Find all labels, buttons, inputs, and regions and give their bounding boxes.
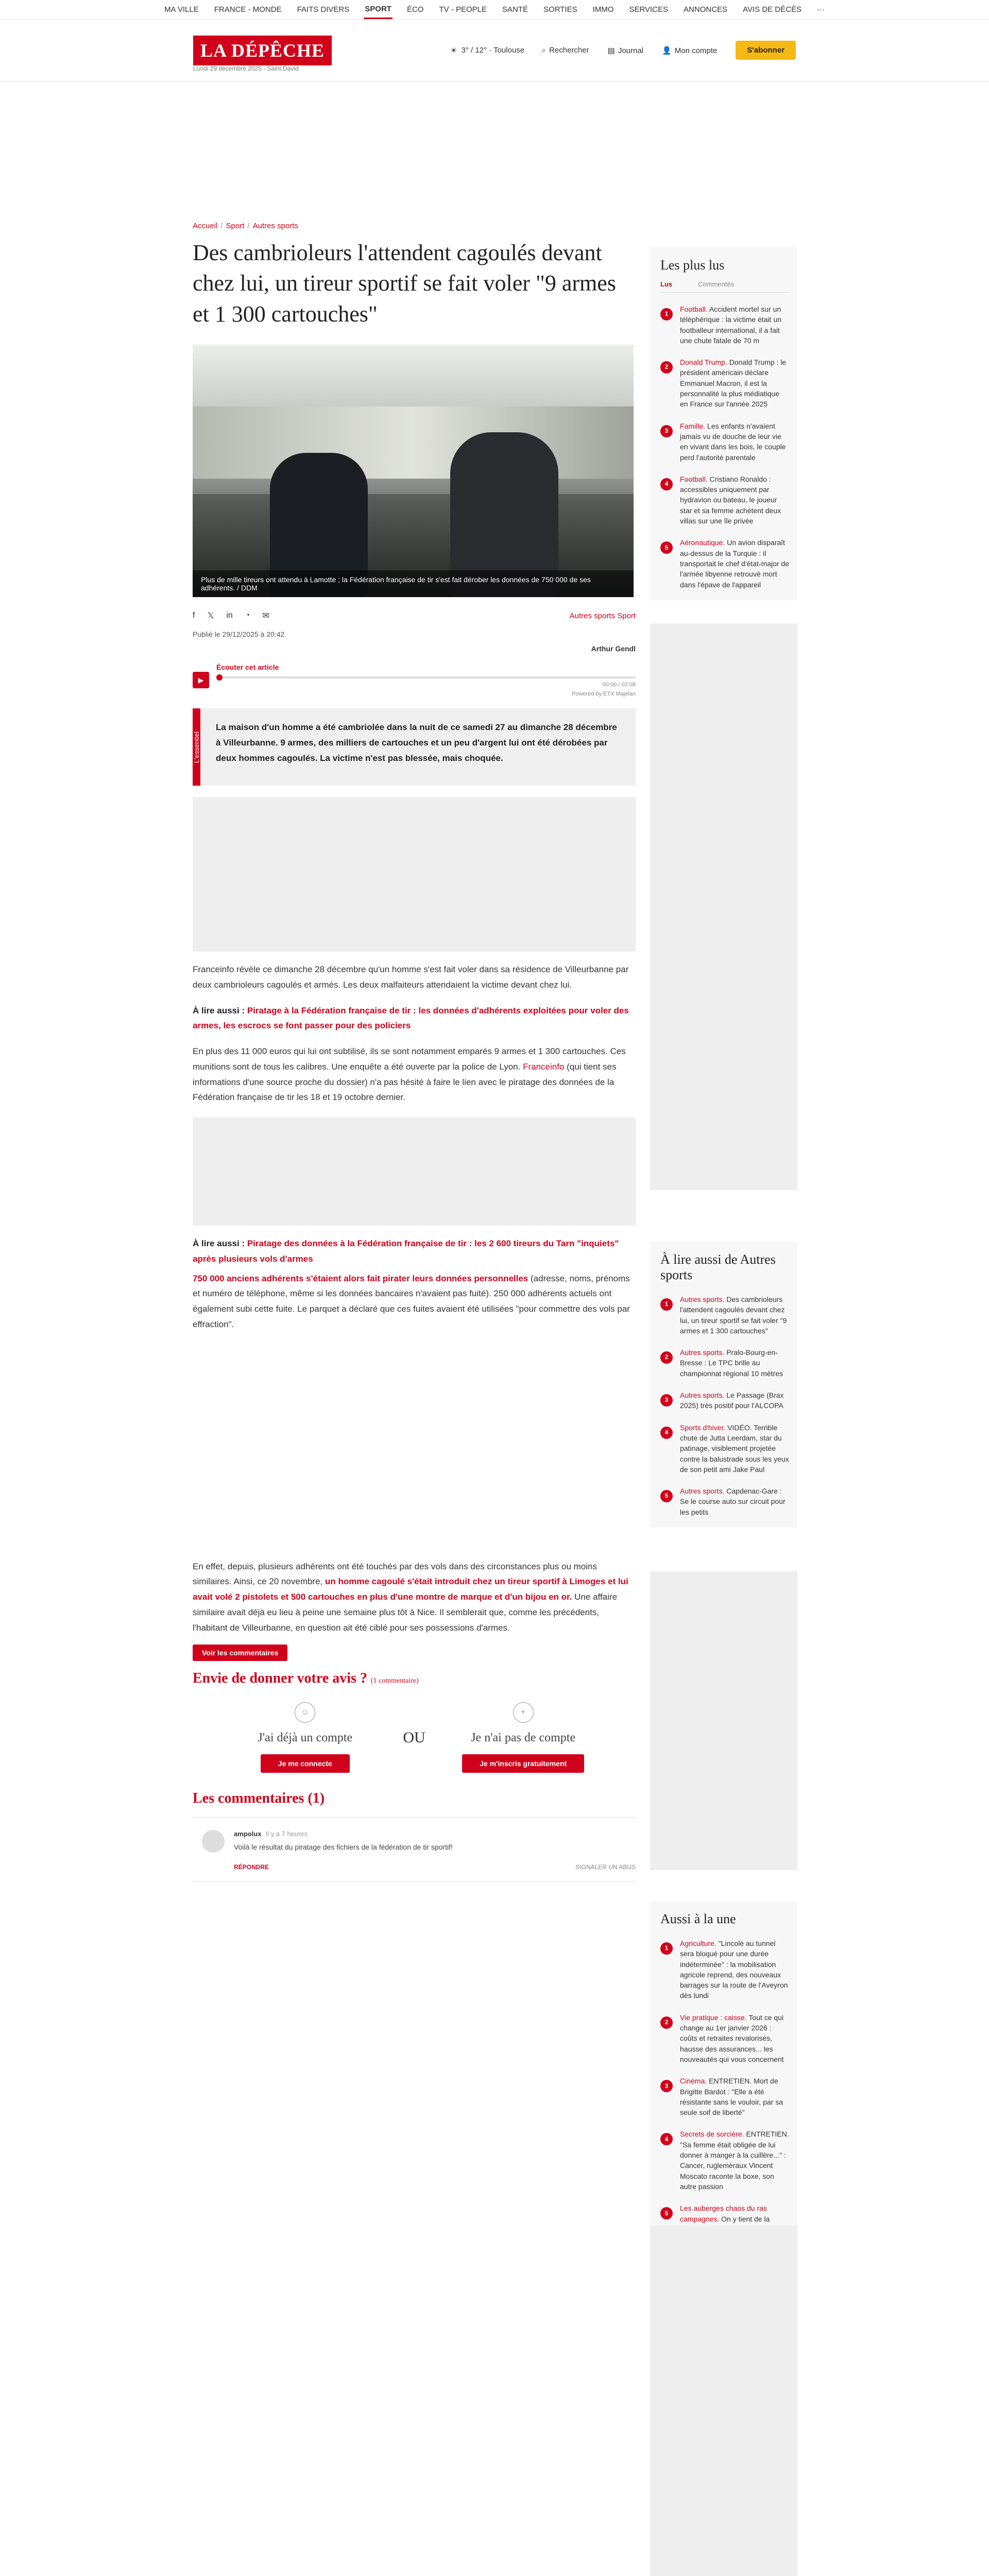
breadcrumb-home[interactable]: Accueil (193, 222, 218, 230)
paragraph-4-text: En effet, depuis, plusieurs adhérents ont été touchés par des vols dans des circonstances plus ou moins similaires. Ainsi, ce 20 novembre, (193, 1561, 597, 1587)
paragraph-2-text: En plus des 11 000 euros qui lui ont subtilisé, ils se sont notamment emparés 9 armes et 1 300 cartouches. Ces munitions sont de tous les calibres. Une enquête a été ouverte par la police de Lyon. (193, 1046, 626, 1072)
rank-badge: 1 (660, 1298, 673, 1311)
most-read-widget (650, 247, 797, 600)
list-item[interactable] (660, 1347, 789, 1379)
list-item[interactable] (660, 1422, 789, 1475)
paragraph-3-text: (adresse, noms, prénoms et numéro de téléphone, même si les données bancaires n'avaient pas fuité). 250 000 adhérents actuels ont également subi cette fuite. Le parquet a déclaré que ces fuites avaient été utilisées "pour commettre des vols par effraction". (193, 1273, 630, 1329)
nav-faits-divers[interactable]: FAITS DIVERS (297, 5, 350, 14)
rank-badge: 4 (660, 2133, 673, 2145)
item-category: Famille. (680, 421, 706, 430)
item-text: ENTRETIEN. Mort de Brigitte Bardot : "Elle a été résistante sans le vouloir, par sa seule soif de liberté" (680, 2077, 783, 2117)
x-icon[interactable]: 𝕏 (207, 612, 214, 621)
paragraph-4-link[interactable]: un homme cagoulé s'était introduit chez un tireur sportif à Limoges et lui avait volé 2 pistolets et 500 cartouches en plus d'une montre de marque et d'un bijou en or. (193, 1577, 628, 1602)
user-icon: 👤 (662, 46, 672, 55)
have-account-label: J'ai déjà un compte (258, 1731, 353, 1745)
subscribe-button[interactable]: S'abonner (736, 41, 796, 60)
comment-item (193, 1817, 636, 1882)
item-category: Autres sports. (680, 1295, 725, 1303)
comments-count: (1 commentaire) (370, 1677, 419, 1685)
weather-widget[interactable] (450, 46, 524, 55)
nav-sante[interactable]: SANTÉ (502, 5, 528, 14)
article-title: Des cambrioleurs l'attendent cagoulés devant chez lui, un tireur sportif se fait voler "9 armes et 1 300 cartouches" (193, 240, 616, 327)
share-bar (193, 611, 636, 621)
item-text: Accident mortel sur un téléphérique : la victime était un footballeur international, il a fait une chute fatale de 70 m (680, 305, 781, 345)
read-also-1[interactable] (193, 1003, 636, 1034)
publish-date: Publié le 29/12/2025 à 20:42 (193, 630, 285, 639)
item-category: Agriculture. (680, 1939, 717, 1947)
item-category: Vie pratique : caisse. (680, 2013, 747, 2022)
audio-powered: Powered by ETX Majelan (571, 691, 636, 698)
avatar (202, 1830, 225, 1853)
item-category: Autres sports. (680, 1391, 725, 1400)
nav-immo[interactable]: IMMO (592, 5, 614, 14)
list-item[interactable] (660, 1294, 789, 1336)
comments-list-title: Les commentaires (1) (193, 1790, 325, 1807)
most-read-title: Les plus lus (660, 258, 725, 273)
search-label: Rechercher (549, 46, 589, 55)
search-icon: ⌕ (541, 46, 547, 55)
list-item[interactable] (660, 1486, 789, 1517)
paragraph-2 (193, 1044, 636, 1105)
read-also-link[interactable]: Piratage à la Fédération française de tir : les données d'adhérents exploitées pour voler des armes, les escrocs se font passer pour des policiers (193, 1005, 629, 1031)
rank-badge: 2 (660, 361, 673, 374)
breadcrumb-autres-sports[interactable]: Autres sports (252, 222, 298, 230)
rank-badge: 4 (660, 478, 673, 490)
rank-badge: 1 (660, 308, 673, 320)
register-button[interactable]: Je m'inscris gratuitement (462, 1754, 584, 1773)
item-text: Pralo-Bourg-en-Bresse : Le TPC brille au championnat régional 10 mètres (680, 1348, 783, 1378)
item-category: Football. (680, 474, 708, 483)
ad-slot (193, 1117, 636, 1226)
item-text: Capdenac-Gare : Se le course auto sur circuit pour les petits (680, 1487, 786, 1516)
item-text: ENTRETIEN. "Sa femme était obligée de lui donner à manger à la cuillère..." : Cancer, ruglemèraux Vincent Moscato raconte la boxe, son autre passion (680, 2130, 789, 2191)
item-category: Donald Trump. (680, 358, 727, 367)
hero-caption: Plus de mille tireurs ont attendu à Lamotte ; la Fédération française de tir s'est fait dérober les données de 750 000 de ses adhérents. / DDM (193, 570, 634, 597)
ad-slot (193, 797, 636, 952)
nav-eco[interactable]: ÉCO (406, 5, 424, 14)
also-read-title: À lire aussi de Autres sports (660, 1252, 776, 1282)
comment-time: Il y a 7 heures (265, 1830, 308, 1838)
nav-tv-people[interactable]: TV - PEOPLE (439, 5, 487, 14)
ad-slot (650, 2226, 797, 2576)
linkedin-icon[interactable]: in (226, 611, 233, 620)
audio-player (193, 663, 636, 697)
nav-services[interactable]: SERVICES (629, 5, 669, 14)
read-also-link[interactable]: Piratage des données à la Fédération française de tir : les 2 600 tireurs du Tarn "inquiets" après plusieurs vols d'armes (193, 1239, 619, 1264)
item-text: Donald Trump : le président américain déclare Emmanuel Macron, il est la personnalité la plus médiatique en France sur l'année 2025 (680, 358, 787, 409)
reply-button[interactable]: RÉPONDRE (234, 1863, 269, 1871)
play-icon[interactable]: ▶ (193, 672, 209, 688)
comments-auth (193, 1702, 636, 1773)
list-item[interactable] (660, 474, 789, 526)
journal-button[interactable] (608, 46, 643, 55)
item-text: Tout ce qui change au 1er janvier 2026 : coûts et retraites revalorisés, hausse des assurances... les nouveautés qui vous concernent (680, 2013, 784, 2063)
essentiel-box (193, 708, 636, 786)
item-text: Cristiano Ronaldo : accessibles uniquement par hydravion ou bateau, le joueur star et sa femme achètent deux villas sur une île privée (680, 474, 781, 526)
comments-cta-title (193, 1670, 636, 1687)
or-separator: OU (403, 1728, 425, 1746)
item-text: VIDÉO. Terrible chute de Jutta Leerdam, star du patinage, visiblement projetée contre la balustrade sous les yeux de son petit ami Jake Paul (680, 1423, 789, 1473)
comment-user (234, 1830, 636, 1838)
account-label: Mon compte (674, 46, 718, 55)
audio-label: Écouter cet article (216, 663, 279, 672)
paragraph-3 (193, 1271, 636, 1332)
nav-france-monde[interactable]: FRANCE - MONDE (214, 5, 282, 14)
see-comments-button[interactable]: Voir les commentaires (193, 1645, 287, 1661)
item-category: Aéronautique. (680, 538, 725, 547)
item-category: Sports d'hiver. (680, 1423, 726, 1432)
rank-badge: 3 (660, 1394, 673, 1406)
list-item[interactable] (660, 1938, 789, 2001)
paragraph-4-text-end: Une affaire similaire avait déjà eu lieu à peine une semaine plus tôt à Nice. Il semblerait que, comme les précédents, l'habitant de Villeurbanne, en question ait été ciblé pour ses possessions d'armes. (193, 1592, 618, 1633)
rank-badge: 1 (660, 1942, 673, 1955)
rank-badge: 5 (660, 2207, 673, 2219)
list-item[interactable] (660, 304, 789, 346)
read-also-2[interactable] (193, 1236, 636, 1267)
item-text: Un avion disparaît au-dessus de la Turquie : il transportait le chef d'état-major de l'armée libyenne retrouvé mort dans l'épave de l'appareil (680, 538, 790, 589)
item-text: "Lincolé au tunnel sera bloqué pour une durée indéterminée" : la mobilisation agricole reprend, des nouveaux barrages sur la route de l'Aveyron dès lundi (680, 1939, 788, 2000)
breadcrumb-sport[interactable]: Sport (226, 222, 245, 230)
facebook-icon[interactable]: f (193, 611, 195, 620)
item-category: Cinéma. (680, 2077, 707, 2086)
nav-more[interactable]: ··· (816, 5, 825, 14)
list-item[interactable] (660, 1390, 789, 1411)
nav-ma-ville[interactable]: MA VILLE (164, 5, 199, 14)
tab-lus[interactable]: Lus (660, 280, 673, 288)
headlines-widget (650, 1901, 797, 2276)
comments-title-text: Envie de donner votre avis ? (193, 1670, 367, 1687)
nav-avis-deces[interactable]: AVIS DE DÉCÈS (743, 5, 802, 14)
comment-username: ampolux (234, 1830, 262, 1838)
no-account-label: Je n'ai pas de compte (471, 1731, 576, 1745)
comment-text: Voilà le résultat du piratage des fichiers de la fédération de tir sportif! (234, 1843, 453, 1852)
item-category: Football. (680, 305, 708, 313)
user-plus-icon: + (513, 1702, 534, 1723)
paragraph-2-text-end: (qui tient ses informations d'une source proche du dossier) n'a pas hésité à faire le lien avec le piratage des données de la Fédération française de tir les 18 et 19 octobre dernier. (193, 1061, 617, 1103)
newspaper-icon: ▤ (607, 46, 615, 55)
rank-badge: 4 (660, 1427, 673, 1439)
journal-label: Journal (618, 46, 644, 55)
list-item[interactable] (660, 357, 789, 409)
weather-icon: ☀ (450, 46, 457, 55)
franceinfo-link[interactable]: Franceinfo (523, 1061, 565, 1072)
breadcrumb: Accueil / Sport / Autres sports (193, 222, 298, 230)
account-button[interactable] (662, 46, 717, 55)
user-icon: ☺ (295, 1702, 315, 1723)
rank-badge: 5 (660, 1490, 673, 1502)
email-icon[interactable]: ✉ (262, 612, 269, 621)
headlines-title: Aussi à la une (660, 1911, 736, 1926)
essentiel-text: La maison d'un homme a été cambriolée dans la nuit de ce samedi 27 au dimanche 28 décembre à Villeurbanne. 9 armes, des milliers de cartouches et un peu d'argent lui ont été dérobées par deux hommes cagoulés. La victime n'est pas blessée, mais choquée. (216, 722, 617, 763)
rank-badge: 3 (660, 425, 673, 437)
top-navigation (0, 0, 989, 20)
most-read-tabs (660, 280, 789, 293)
essentiel-tag: L'essentiel (193, 708, 200, 786)
site-header (0, 20, 989, 81)
whatsapp-icon[interactable]: ◔ (245, 611, 250, 620)
nav-sorties[interactable]: SORTIES (543, 5, 577, 14)
header-date: Lundi 29 décembre 2025 - Saint David (193, 65, 299, 72)
ad-slot (650, 1571, 797, 1870)
item-text: On y tient de la (721, 2214, 770, 2223)
item-category: Autres sports. (680, 1487, 725, 1496)
list-item[interactable] (660, 2012, 789, 2064)
login-button[interactable]: Je me connecte (261, 1754, 350, 1773)
rank-badge: 5 (660, 541, 673, 554)
audio-scrubber[interactable] (216, 674, 223, 681)
spacer (193, 1332, 636, 1549)
item-category: Autres sports. (680, 1348, 725, 1357)
rank-badge: 2 (660, 2016, 673, 2029)
site-logo[interactable]: LA DÉPÊCHE (193, 36, 332, 65)
article-rubric[interactable]: Autres sports Sport (569, 611, 636, 620)
tab-commentes[interactable]: Commentés (698, 280, 735, 288)
list-item[interactable] (660, 421, 789, 463)
rank-badge: 3 (660, 2080, 673, 2092)
ad-slot (650, 623, 797, 1190)
read-also-label: À lire aussi : (193, 1005, 245, 1015)
audio-progress[interactable] (216, 676, 636, 679)
list-item[interactable] (660, 537, 789, 589)
list-item[interactable] (660, 2129, 789, 2192)
weather-text: 3° / 12° · Toulouse (461, 46, 525, 55)
item-category: Les auberges chaos du ras campagnes. (680, 2204, 767, 2223)
paragraph-4 (193, 1559, 636, 1636)
paragraph-3-link[interactable]: 750 000 anciens adhérents s'étaient alors fait pirater leurs données personnelles (193, 1273, 528, 1283)
audio-time: 00:00 / 02:08 (602, 682, 636, 688)
item-category: Secrets de sorcière. (680, 2130, 744, 2139)
list-item[interactable] (660, 2076, 789, 2117)
also-read-widget (650, 1242, 797, 1528)
read-also-label: À lire aussi : (193, 1239, 245, 1249)
hero-image (193, 345, 634, 597)
article-author: Arthur Gendl (591, 645, 636, 653)
report-abuse-button[interactable]: SIGNALER UN ABUS (575, 1863, 636, 1871)
rank-badge: 2 (660, 1351, 673, 1364)
search-button[interactable] (542, 46, 589, 55)
paragraph-1: Franceinfo révèle ce dimanche 28 décembre qu'un homme s'est fait voler dans sa résidence de Villeurbanne par deux cambrioleurs cagoulés et armés. Les deux malfaiteurs attendaient la victime devant chez lui. (193, 964, 629, 990)
article-main (193, 222, 636, 1882)
item-text: Des cambrioleurs l'attendent cagoulés devant chez lui, un tireur sportif se fait voler "9 armes et 1 300 cartouches" (680, 1295, 787, 1335)
nav-annonces[interactable]: ANNONCES (684, 5, 728, 14)
item-text: Le Passage (Brax 2025) très positif pour l'ALCOPA (680, 1391, 784, 1410)
nav-sport[interactable]: SPORT (364, 1, 393, 19)
item-text: Les enfants n'avaient jamais vu de douche de leur vie en vivant dans les bois, le couple perd l'autorité parentale (680, 421, 786, 462)
